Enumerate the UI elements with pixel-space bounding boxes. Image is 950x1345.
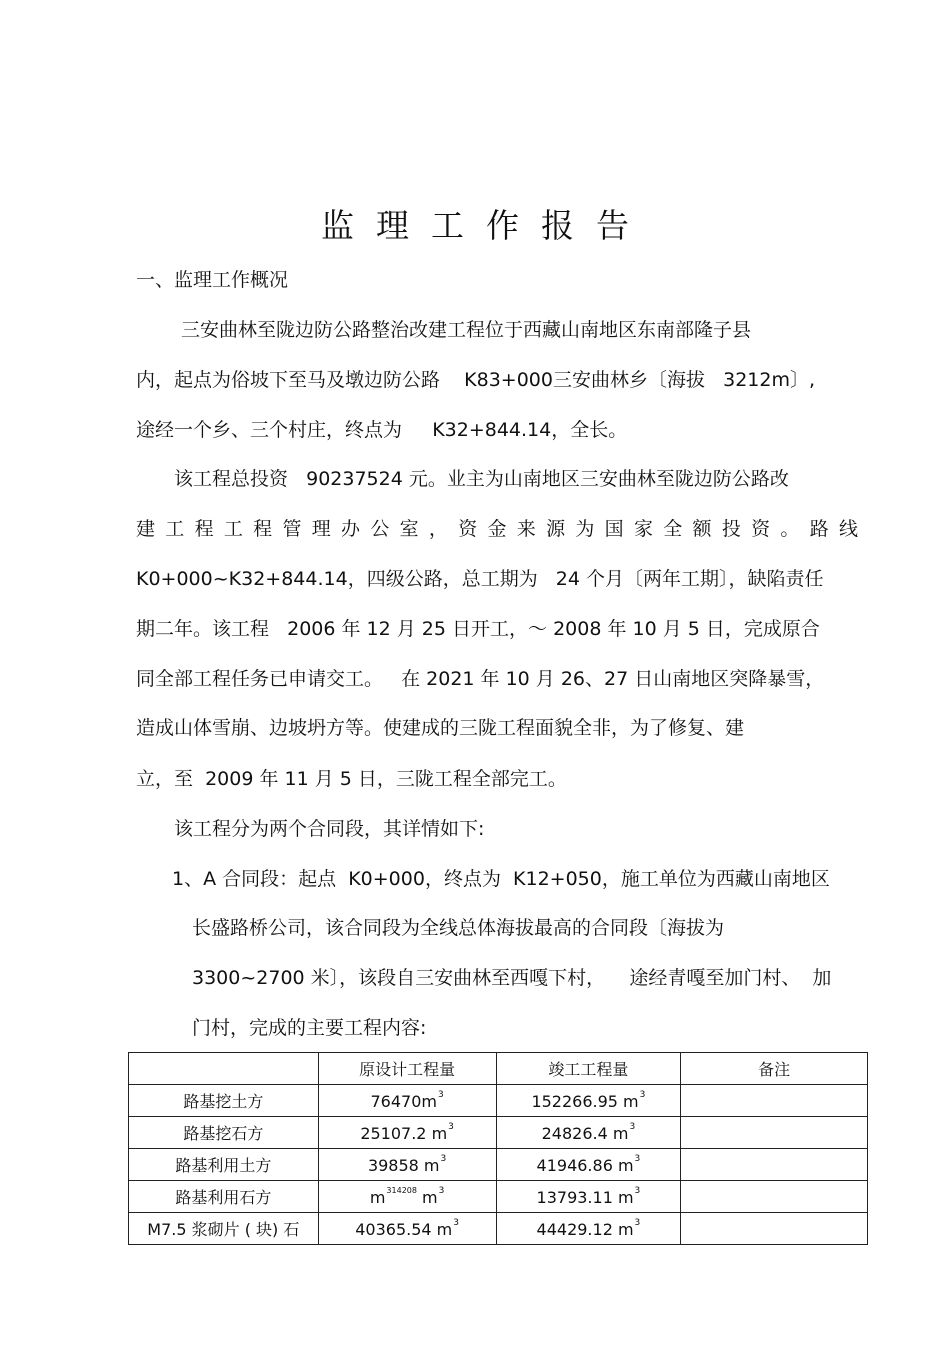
table-row — [129, 1213, 868, 1245]
note-cell — [681, 1213, 868, 1245]
header-cell — [129, 1053, 319, 1085]
note-cell — [681, 1117, 868, 1149]
done-cell: 44429.12 $m^3$ — [496, 1213, 681, 1245]
paragraph-line: 期二年。该工程 2006 年 12 月 25 日开工，～ 2008 年 10 月 5 日，完成原合 — [136, 618, 820, 640]
header-cell: 原设计工程量 — [318, 1053, 496, 1085]
design-cell: $m^{314208}$ $m^3$ — [318, 1181, 496, 1213]
done-cell: 41946.86 $m^3$ — [496, 1149, 681, 1181]
table-row — [129, 1149, 868, 1181]
paragraph-line: 同全部工程任务已申请交工。 在 2021 年 10 月 26、27 日山南地区突降暴雪， — [136, 668, 825, 690]
item-cell: M7.5 浆砌片 ( 块) 石 — [129, 1213, 319, 1245]
design-cell: 39858 $m^3$ — [318, 1149, 496, 1181]
design-cell: 25107.2 $m^3$ — [318, 1117, 496, 1149]
item-cell: 路基挖石方 — [129, 1117, 319, 1149]
paragraph-line: 该工程总投资 90237524 元。业主为山南地区三安曲林至陇边防公路改 — [174, 468, 789, 490]
paragraph-line: 造成山体雪崩、边坡坍方等。使建成的三陇工程面貌全非，为了修复、建 — [136, 717, 745, 739]
item-cell: 路基利用石方 — [129, 1181, 319, 1213]
header-cell: 竣工工程量 — [496, 1053, 681, 1085]
section-heading: 一、监理工作概况 — [136, 269, 289, 291]
table-row — [129, 1181, 868, 1213]
table-header-row — [129, 1053, 868, 1085]
quantity-table — [128, 1052, 868, 1245]
paragraph-line: 内，起点为俗坡下至马及墩边防公路 K83+000三安曲林乡〔海拔 3212m〕, — [136, 369, 816, 391]
paragraph-line: 3300~2700 米〕，该段自三安曲林至西嘎下村， 途经青嘎至加门村、 加 — [192, 967, 832, 989]
paragraph-line: K0+000~K32+844.14，四级公路，总工期为 24 个月〔两年工期〕，缺陷责任 — [136, 568, 824, 590]
note-cell — [681, 1181, 868, 1213]
paragraph-line: 长盛路桥公司，该合同段为全线总体海拔最高的合同段〔海拔为 — [192, 917, 725, 939]
done-cell: 24826.4 $m^3$ — [496, 1117, 681, 1149]
paragraph-line: 途经一个乡、三个村庄，终点为 K32+844.14，全长。 — [136, 419, 628, 441]
note-cell — [681, 1149, 868, 1181]
item-cell: 路基利用土方 — [129, 1149, 319, 1181]
paragraph-line: 立，至 2009 年 11 月 5 日，三陇工程全部完工。 — [136, 768, 567, 790]
table-row — [129, 1117, 868, 1149]
paragraph-line: 建工程工程管理办公室，资金来源为国家全额投资。路线 — [136, 518, 858, 540]
paragraph-line: 三安曲林至陇边防公路整治改建工程位于西藏山南地区东南部隆子县 — [181, 319, 752, 341]
design-cell: $76470m^3$ — [318, 1085, 496, 1117]
done-cell: 13793.11 $m^3$ — [496, 1181, 681, 1213]
page-title: 监理工作报告 — [321, 206, 651, 245]
done-cell: 152266.95 $m^3$ — [496, 1085, 681, 1117]
paragraph-line: 门村，完成的主要工程内容: — [192, 1017, 427, 1039]
note-cell — [681, 1085, 868, 1117]
item-cell: 路基挖土方 — [129, 1085, 319, 1117]
header-cell: 备注 — [681, 1053, 868, 1085]
table-row — [129, 1085, 868, 1117]
paragraph-line: 1、A 合同段：起点 K0+000，终点为 K12+050，施工单位为西藏山南地区 — [172, 868, 830, 890]
design-cell: 40365.54 $m^3$ — [318, 1213, 496, 1245]
paragraph-line: 该工程分为两个合同段，其详情如下: — [174, 818, 485, 840]
